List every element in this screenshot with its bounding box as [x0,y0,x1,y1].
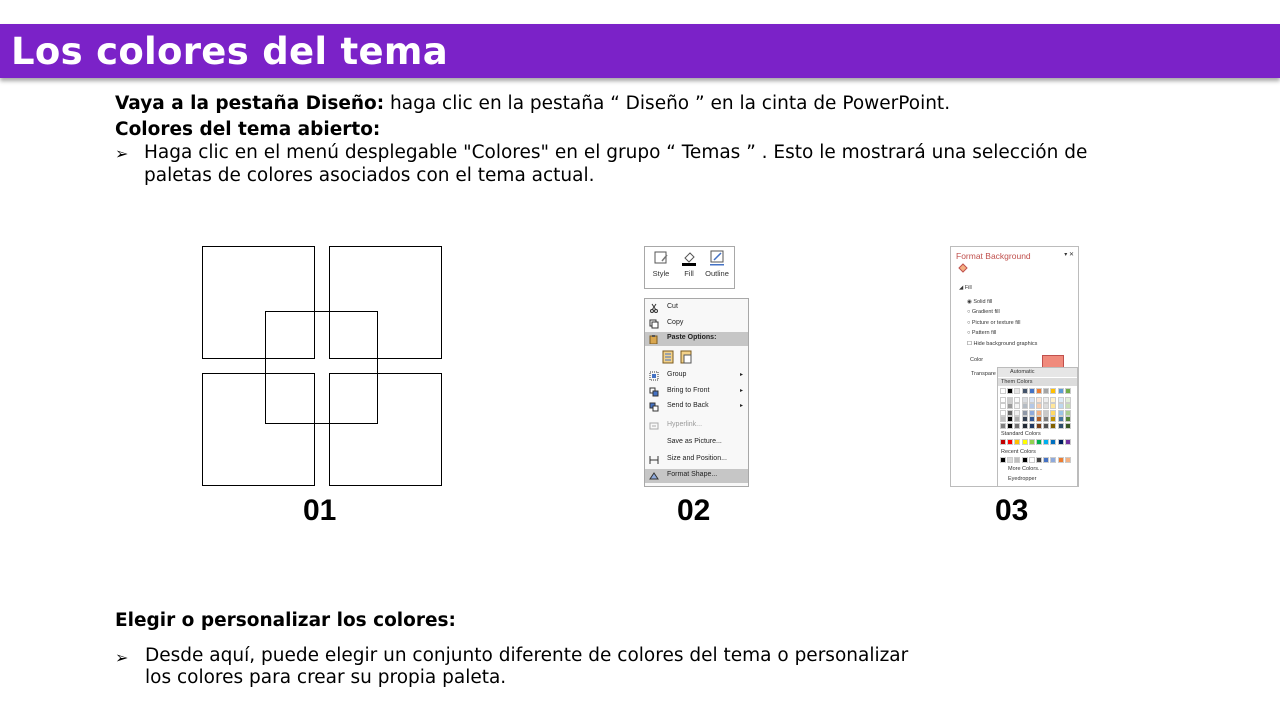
figure-number-03: 03 [995,494,1029,527]
theme-color-swatch[interactable] [1030,404,1034,408]
hide-background-label: Hide background graphics [973,341,1038,347]
bullet1-line2: paletas de colores asociados con el tema actual. [144,165,595,186]
standard-color-swatch[interactable] [1001,440,1005,444]
standard-color-swatch[interactable] [1044,440,1048,444]
bring-front-icon [649,387,659,397]
theme-color-swatch[interactable] [1037,389,1041,393]
theme-color-swatch[interactable] [1008,398,1012,402]
option-gradient-fill[interactable]: ○ Gradient fill [967,309,1000,315]
bullet2-line1: Desde aquí, puede elegir un conjunto diferente de colores del tema o personalizar [145,645,909,666]
option-pattern-fill[interactable]: ○ Pattern fill [967,330,997,336]
standard-color-swatch[interactable] [1059,440,1063,444]
ribbon-outline-button[interactable] [703,249,731,278]
ribbon-fill-label: Fill [684,269,694,278]
recent-color-swatch[interactable] [1030,458,1034,462]
option-solid-fill[interactable]: ◉ Solid fill [967,299,993,305]
theme-color-swatch[interactable] [1059,424,1063,428]
theme-color-swatch[interactable] [1066,404,1070,408]
menu-item-bring-to-front-label: Bring to Front [667,387,710,394]
theme-color-swatch[interactable] [1037,404,1041,408]
option-gradient-fill-label: Gradient fill [971,309,1000,315]
theme-color-swatch[interactable] [1066,411,1070,415]
menu-item-paste-options [645,332,748,346]
context-menu [644,298,749,487]
menu-item-group-label: Group [667,371,687,378]
menu-item-group[interactable] [645,369,748,383]
automatic-color-option[interactable] [998,368,1077,377]
eyedropper-option[interactable]: Eyedropper [1008,476,1037,482]
theme-color-swatch[interactable] [1030,411,1034,415]
ribbon-style-button[interactable] [647,249,675,278]
menu-item-cut-label: Cut [667,303,678,310]
menu-item-send-to-back[interactable] [645,400,748,414]
theme-color-swatch[interactable] [1015,417,1019,421]
theme-color-swatch[interactable] [1066,389,1070,393]
outline-pen-icon [709,249,725,267]
theme-color-swatch[interactable] [1001,411,1005,415]
theme-color-swatch[interactable] [1044,411,1048,415]
menu-item-format-shape-label: Format Shape... [667,471,718,478]
style-icon [653,249,669,267]
bullet-arrow-icon: ➢ [115,144,129,163]
menu-item-paste-options-label: Paste Options: [667,334,717,341]
standard-color-swatch[interactable] [1037,440,1041,444]
theme-color-swatch[interactable] [1023,417,1027,421]
theme-color-swatch[interactable] [1015,398,1019,402]
menu-item-bring-to-front[interactable] [645,385,748,399]
theme-color-swatch[interactable] [1051,404,1055,408]
theme-color-swatch[interactable] [1015,404,1019,408]
clipboard-icon [649,334,659,344]
paragraph-design-tab-text: haga clic en la pestaña “ Diseño ” en la cinta de PowerPoint. [384,93,951,114]
standard-color-swatch[interactable] [1030,440,1034,444]
menu-item-format-shape[interactable] [645,469,748,483]
theme-color-swatch[interactable] [1066,417,1070,421]
copy-icon [649,319,659,329]
submenu-arrow-icon: ▸ [739,388,743,394]
recent-color-swatch[interactable] [1051,458,1055,462]
recent-color-swatch[interactable] [1023,458,1027,462]
recent-color-swatch[interactable] [1066,458,1070,462]
theme-color-swatch[interactable] [1044,417,1048,421]
theme-color-swatch[interactable] [1023,389,1027,393]
option-solid-fill-label: Solid fill [973,299,993,305]
standard-color-swatch[interactable] [1066,440,1070,444]
option-picture-fill-label: Picture or texture fill [971,320,1021,326]
fill-bucket-icon [681,249,697,267]
format-shape-icon [649,471,659,481]
theme-color-swatch[interactable] [1059,398,1063,402]
transparency-label: Transpare [971,371,996,377]
theme-color-swatch[interactable] [1044,389,1048,393]
format-background-title: Format Background [956,251,1031,261]
paste-keep-format-icon[interactable] [661,349,695,365]
ribbon-style-label: Style [652,269,670,278]
scissors-icon [649,303,659,313]
recent-color-swatch[interactable] [1037,458,1041,462]
theme-color-swatch[interactable] [1001,389,1005,393]
theme-color-swatch[interactable] [1030,424,1034,428]
option-pattern-fill-label: Pattern fill [971,330,997,336]
option-picture-fill[interactable]: ○ Picture or texture fill [967,320,1021,326]
recent-color-swatch[interactable] [1044,458,1048,462]
ribbon-fill-button[interactable] [675,249,703,278]
theme-color-swatch[interactable] [1059,389,1063,393]
menu-item-copy-label: Copy [667,319,684,326]
paste-options-row [661,349,695,367]
fill-section-header[interactable]: ◢ Fill [959,285,972,291]
square-center [265,311,378,424]
theme-color-swatch[interactable] [1059,411,1063,415]
theme-color-swatch[interactable] [1001,404,1005,408]
theme-colors-label: Them Colors [1001,379,1033,385]
size-icon [649,455,659,465]
bullet1-line1: Haga clic en el menú desplegable "Colores" en el grupo “ Temas ” . Esto le mostrará una selección de [144,142,1088,163]
theme-colors-header [998,378,1077,386]
theme-color-swatch[interactable] [1030,398,1034,402]
menu-item-hyperlink-label: Hyperlink... [667,421,703,428]
send-back-icon [649,402,659,412]
link-icon [649,421,659,431]
paragraph-design-tab-bold: Vaya a la pestaña Diseño: [115,93,385,114]
theme-color-swatch[interactable] [1037,398,1041,402]
color-label: Color [970,357,984,363]
theme-color-swatch[interactable] [1008,411,1012,415]
theme-color-swatch[interactable] [1044,404,1048,408]
theme-color-swatch[interactable] [1023,398,1027,402]
theme-color-swatch[interactable] [1001,417,1005,421]
standard-colors-label: Standard Colors [1001,431,1041,437]
theme-color-swatch[interactable] [1008,404,1012,408]
theme-color-swatch[interactable] [1008,417,1012,421]
recent-color-swatch[interactable] [1015,458,1019,462]
theme-color-swatch[interactable] [1059,417,1063,421]
automatic-label: Automatic [1010,369,1035,375]
menu-item-size-and-position-label: Size and Position... [667,455,727,462]
figure-number-02: 02 [677,494,711,527]
theme-color-swatch[interactable] [1001,398,1005,402]
menu-item-save-as-picture-label: Save as Picture... [667,438,722,445]
slide-title: Los colores del tema [11,30,449,73]
title-bar [0,24,1280,78]
more-colors-option[interactable]: More Colors... [1008,466,1043,472]
theme-color-swatch[interactable] [1051,398,1055,402]
paragraph-design-tab [115,92,950,115]
submenu-arrow-icon: ▸ [739,372,743,378]
standard-color-swatch[interactable] [1015,440,1019,444]
bullet2-line2: los colores para crear su propia paleta. [145,667,507,688]
ribbon-outline-label: Outline [705,269,729,278]
menu-item-cut[interactable] [645,301,748,315]
pane-close-icon[interactable]: ▾ ✕ [1064,252,1074,258]
menu-item-hyperlink [645,419,748,433]
format-background-pane [950,246,1079,487]
theme-color-swatch[interactable] [1059,404,1063,408]
theme-color-swatch[interactable] [1023,404,1027,408]
standard-color-swatch[interactable] [1023,440,1027,444]
theme-color-swatch[interactable] [1015,389,1019,393]
theme-color-swatch[interactable] [1051,411,1055,415]
recent-color-swatch[interactable] [1059,458,1063,462]
theme-color-swatch[interactable] [1030,389,1034,393]
hide-background-checkbox[interactable]: ☐ Hide background graphics [967,341,1038,347]
heading-open-theme-colors: Colores del tema abierto: [115,119,381,140]
theme-color-swatch[interactable] [1051,389,1055,393]
standard-color-swatch[interactable] [1051,440,1055,444]
recent-color-swatch[interactable] [1001,458,1005,462]
theme-color-swatch[interactable] [1066,398,1070,402]
theme-color-swatch[interactable] [1037,417,1041,421]
theme-color-swatch[interactable] [1037,411,1041,415]
theme-color-swatch[interactable] [1066,424,1070,428]
theme-color-swatch[interactable] [1037,424,1041,428]
theme-color-swatch[interactable] [1023,424,1027,428]
group-icon [649,371,659,381]
theme-color-swatch[interactable] [1008,424,1012,428]
menu-item-size-and-position[interactable] [645,453,748,467]
theme-color-swatch[interactable] [1023,411,1027,415]
theme-color-swatch[interactable] [1001,424,1005,428]
theme-color-swatch[interactable] [1015,424,1019,428]
theme-color-swatch[interactable] [1051,417,1055,421]
submenu-arrow-icon: ▸ [739,403,743,409]
theme-color-swatch[interactable] [1030,417,1034,421]
theme-color-swatch[interactable] [1051,424,1055,428]
theme-color-swatch[interactable] [1015,411,1019,415]
bullet-arrow-icon: ➢ [115,648,129,667]
menu-item-send-to-back-label: Send to Back [667,402,709,409]
format-ribbon-group [644,246,735,289]
fill-bucket-icon[interactable] [957,263,969,273]
figure-number-01: 01 [303,494,337,527]
menu-item-copy[interactable] [645,317,748,331]
color-dropdown [997,367,1078,487]
theme-color-swatch[interactable] [1008,389,1012,393]
standard-color-swatch[interactable] [1008,440,1012,444]
recent-color-swatch[interactable] [1008,458,1012,462]
heading-choose-customize: Elegir o personalizar los colores: [115,610,456,631]
recent-colors-label: Recent Colors [1001,449,1036,455]
menu-item-save-as-picture[interactable] [645,436,748,450]
theme-color-swatch[interactable] [1044,398,1048,402]
theme-color-swatch[interactable] [1044,424,1048,428]
